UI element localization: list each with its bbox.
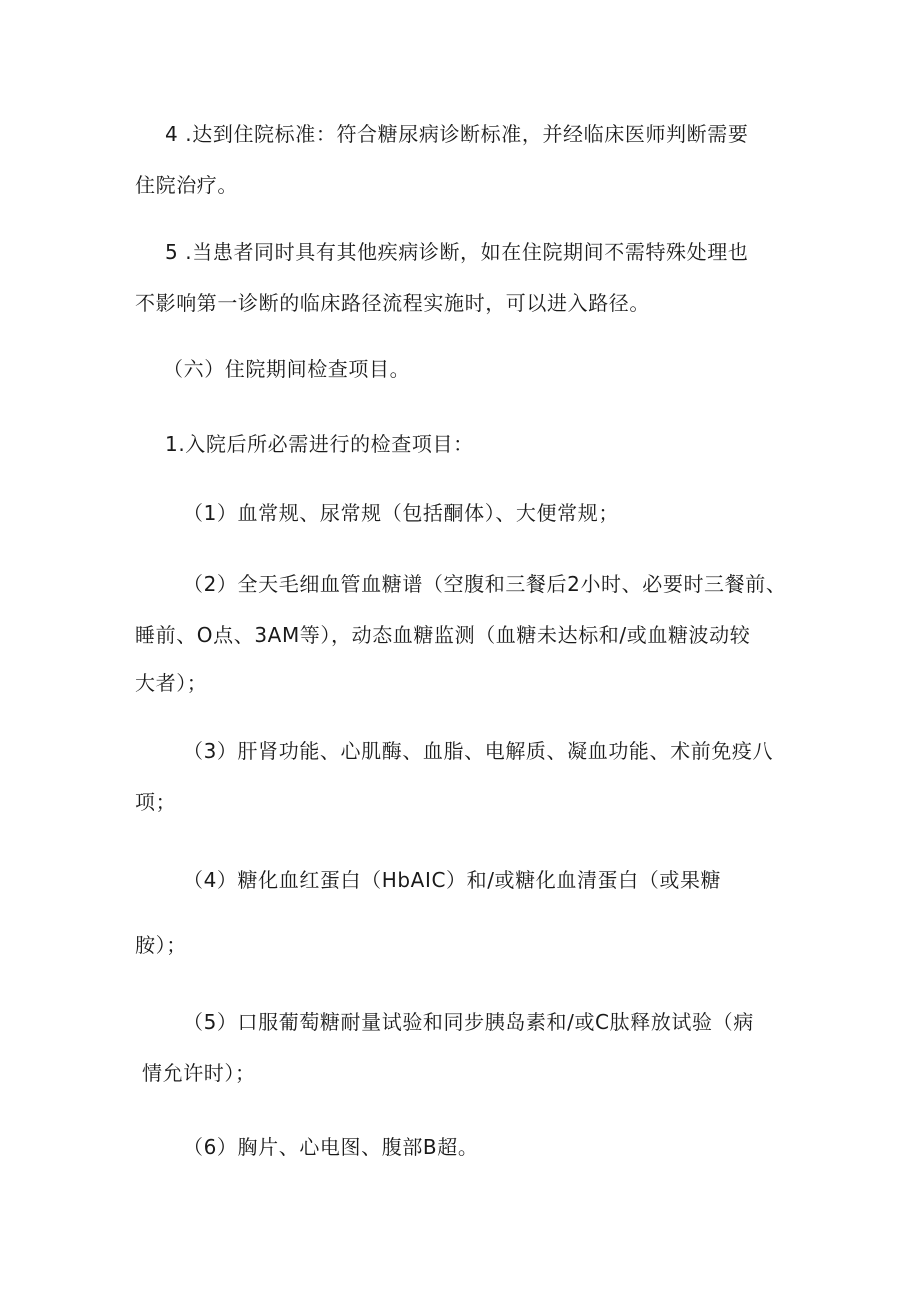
text-line: 情允许时）； xyxy=(142,1061,256,1085)
list-item: （2）全天毛细血管血糖谱（空腹和三餐后2小时、必要时三餐前、 xyxy=(183,572,787,596)
text-line: 不影响第一诊断的临床路径流程实施时，可以进入路径。 xyxy=(135,291,650,315)
list-item: （1）血常规、尿常规（包括酮体）、大便常规； xyxy=(183,501,619,525)
list-item: （5）口服葡萄糖耐量试验和同步胰岛素和/或C肽释放试验（病 xyxy=(183,1010,754,1034)
text-line: 项； xyxy=(135,790,177,814)
text-line: 大者）； xyxy=(135,671,208,695)
text-line: 胺）； xyxy=(135,933,187,957)
list-item: （3）肝肾功能、心肌酶、血脂、电解质、凝血功能、术前免疫八 xyxy=(183,739,774,763)
section-heading: （六）住院期间检查项目。 xyxy=(163,357,411,381)
list-item: （4）糖化血红蛋白（HbAIC）和/或糖化血清蛋白（或果糖 xyxy=(183,868,722,892)
list-item: （6）胸片、心电图、腹部B超。 xyxy=(183,1135,479,1159)
text-line: 1.入院后所必需进行的检查项目： xyxy=(165,432,474,456)
text-line: 4 .达到住院标准：符合糖尿病诊断标准，并经临床医师判断需要 xyxy=(165,122,749,146)
text-line: 5 .当患者同时具有其他疾病诊断，如在住院期间不需特殊处理也 xyxy=(165,240,749,264)
text-line: 住院治疗。 xyxy=(135,173,238,197)
text-line: 睡前、O点、3AM等），动态血糖监测（血糖未达标和/或血糖波动较 xyxy=(135,623,751,647)
